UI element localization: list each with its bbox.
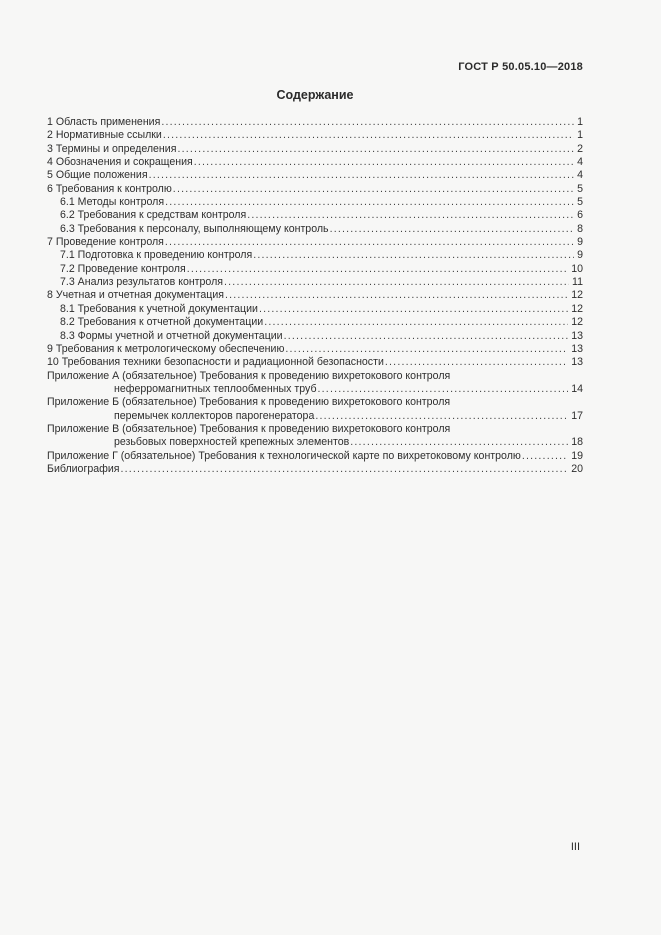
toc-entry-page: 13: [571, 342, 583, 355]
toc-entry-label: 8 Учетная и отчетная документация: [47, 289, 224, 302]
toc-entry: [47, 450, 583, 463]
dot-leader: [315, 410, 568, 423]
toc-entry-label: Приложение В (обязательное) Требования к проведению вихретокового контроля: [47, 422, 451, 435]
toc-entry: [47, 236, 583, 249]
dot-leader: [385, 356, 568, 369]
toc-entry-page: 1: [577, 129, 583, 142]
toc-entry-label: 3 Термины и определения: [47, 142, 177, 155]
toc-entry: [47, 343, 583, 356]
dot-leader: [264, 316, 568, 329]
dot-leader: [284, 330, 569, 343]
page-title: Содержание: [276, 88, 354, 102]
toc-entry-page: 20: [571, 462, 583, 475]
toc-entry: [47, 463, 583, 476]
toc-entry-label: 6.3 Требования к персоналу, выполняющему контроль: [60, 222, 329, 235]
toc-entry-label: 1 Область применения: [47, 116, 161, 128]
dot-leader: [165, 196, 574, 209]
toc-entry: [47, 423, 583, 436]
toc-entry-page: 4: [577, 169, 583, 182]
toc-entry-page: 12: [571, 316, 583, 329]
toc-entry-label: Библиография: [47, 462, 120, 475]
toc-entry-page: 2: [577, 142, 583, 155]
dot-leader: [350, 436, 568, 449]
dot-leader: [173, 183, 574, 196]
dot-leader: [247, 209, 574, 222]
toc-entry-label: Приложение Г (обязательное) Требования к технологической карте по вихретоковому контролю: [47, 449, 521, 462]
dot-leader: [161, 116, 574, 129]
toc-entry-label: 6 Требования к контролю: [47, 182, 172, 195]
toc-entry-label: 2 Нормативные ссылки: [47, 129, 162, 142]
dot-leader: [318, 383, 569, 396]
toc-entry: [47, 129, 583, 142]
toc-entry-label: 6.2 Требования к средствам контроля: [60, 209, 247, 222]
dot-leader: [224, 276, 569, 289]
dot-leader: [120, 463, 568, 476]
toc-entry-label: 7 Проведение контроля: [47, 236, 164, 249]
table-of-contents: [47, 116, 583, 476]
dot-leader: [177, 143, 574, 156]
toc-entry-page: 13: [571, 356, 583, 369]
toc-entry: [47, 383, 583, 396]
toc-entry: [47, 249, 583, 262]
toc-entry: [47, 410, 583, 423]
toc-entry: [47, 143, 583, 156]
toc-entry-label: неферромагнитных теплообменных труб: [114, 382, 317, 395]
toc-entry-page: 5: [577, 196, 583, 209]
toc-entry-label: 8.1 Требования к учетной документации: [60, 302, 258, 315]
dot-leader: [163, 129, 574, 142]
toc-entry-label: 4 Обозначения и сокращения: [47, 156, 193, 169]
document-code: ГОСТ Р 50.05.10—2018: [458, 61, 583, 73]
toc-entry: [47, 209, 583, 222]
dot-leader: [194, 156, 574, 169]
toc-entry-label: 7.1 Подготовка к проведению контроля: [60, 249, 253, 262]
dot-leader: [259, 303, 568, 316]
toc-entry: [47, 156, 583, 169]
toc-entry-page: 18: [571, 436, 583, 449]
toc-entry-page: 19: [571, 449, 583, 462]
toc-entry: [47, 436, 583, 449]
toc-entry-page: 1: [577, 116, 583, 128]
toc-entry-label: Приложение А (обязательное) Требования к проведению вихретокового контроля: [47, 369, 451, 382]
toc-entry-label: 8.3 Формы учетной и отчетной документации: [60, 329, 283, 342]
toc-entry: [47, 330, 583, 343]
toc-entry-label: 9 Требования к метрологическому обеспечению: [47, 342, 285, 355]
toc-entry: [47, 196, 583, 209]
toc-entry-label: 5 Общие положения: [47, 169, 148, 182]
toc-entry-page: 5: [577, 182, 583, 195]
toc-entry-page: 13: [571, 329, 583, 342]
toc-entry-label: 8.2 Требования к отчетной документации: [60, 316, 264, 329]
dot-leader: [253, 249, 574, 262]
toc-entry-page: 9: [577, 236, 583, 249]
toc-entry: [47, 223, 583, 236]
dot-leader: [522, 450, 568, 463]
dot-leader: [187, 263, 568, 276]
toc-entry-label: 10 Требования техники безопасности и радиационной безопасности: [47, 356, 384, 369]
toc-entry: [47, 303, 583, 316]
toc-entry-page: 8: [577, 222, 583, 235]
toc-entry-page: 4: [577, 156, 583, 169]
toc-entry-page: 14: [571, 382, 583, 395]
dot-leader: [149, 169, 575, 182]
dot-leader: [225, 289, 568, 302]
toc-entry: [47, 276, 583, 289]
toc-entry: [47, 169, 583, 182]
toc-entry-page: 12: [571, 302, 583, 315]
toc-entry-page: 10: [571, 262, 583, 275]
toc-entry-label: 7.3 Анализ результатов контроля: [60, 276, 224, 289]
toc-entry-label: 6.1 Методы контроля: [60, 196, 165, 209]
toc-entry-page: 12: [571, 289, 583, 302]
toc-entry-label: перемычек коллекторов парогенератора: [114, 409, 315, 422]
toc-entry: [47, 316, 583, 329]
toc-entry: [47, 396, 583, 409]
toc-entry-label: резьбовых поверхностей крепежных элементов: [114, 436, 350, 449]
toc-entry: [47, 116, 583, 129]
toc-entry-page: 6: [577, 209, 583, 222]
dot-leader: [330, 223, 575, 236]
toc-entry-label: 7.2 Проведение контроля: [60, 262, 186, 275]
toc-entry: [47, 370, 583, 383]
toc-entry: [47, 356, 583, 369]
toc-entry-page: 17: [571, 409, 583, 422]
toc-entry: [47, 183, 583, 196]
toc-entry: [47, 289, 583, 302]
dot-leader: [285, 343, 568, 356]
toc-entry-label: Приложение Б (обязательное) Требования к проведению вихретокового контроля: [47, 396, 451, 409]
page-number: III: [570, 841, 580, 853]
toc-entry: [47, 263, 583, 276]
dot-leader: [165, 236, 574, 249]
toc-entry-page: 11: [572, 276, 583, 289]
toc-entry-page: 9: [577, 249, 583, 262]
